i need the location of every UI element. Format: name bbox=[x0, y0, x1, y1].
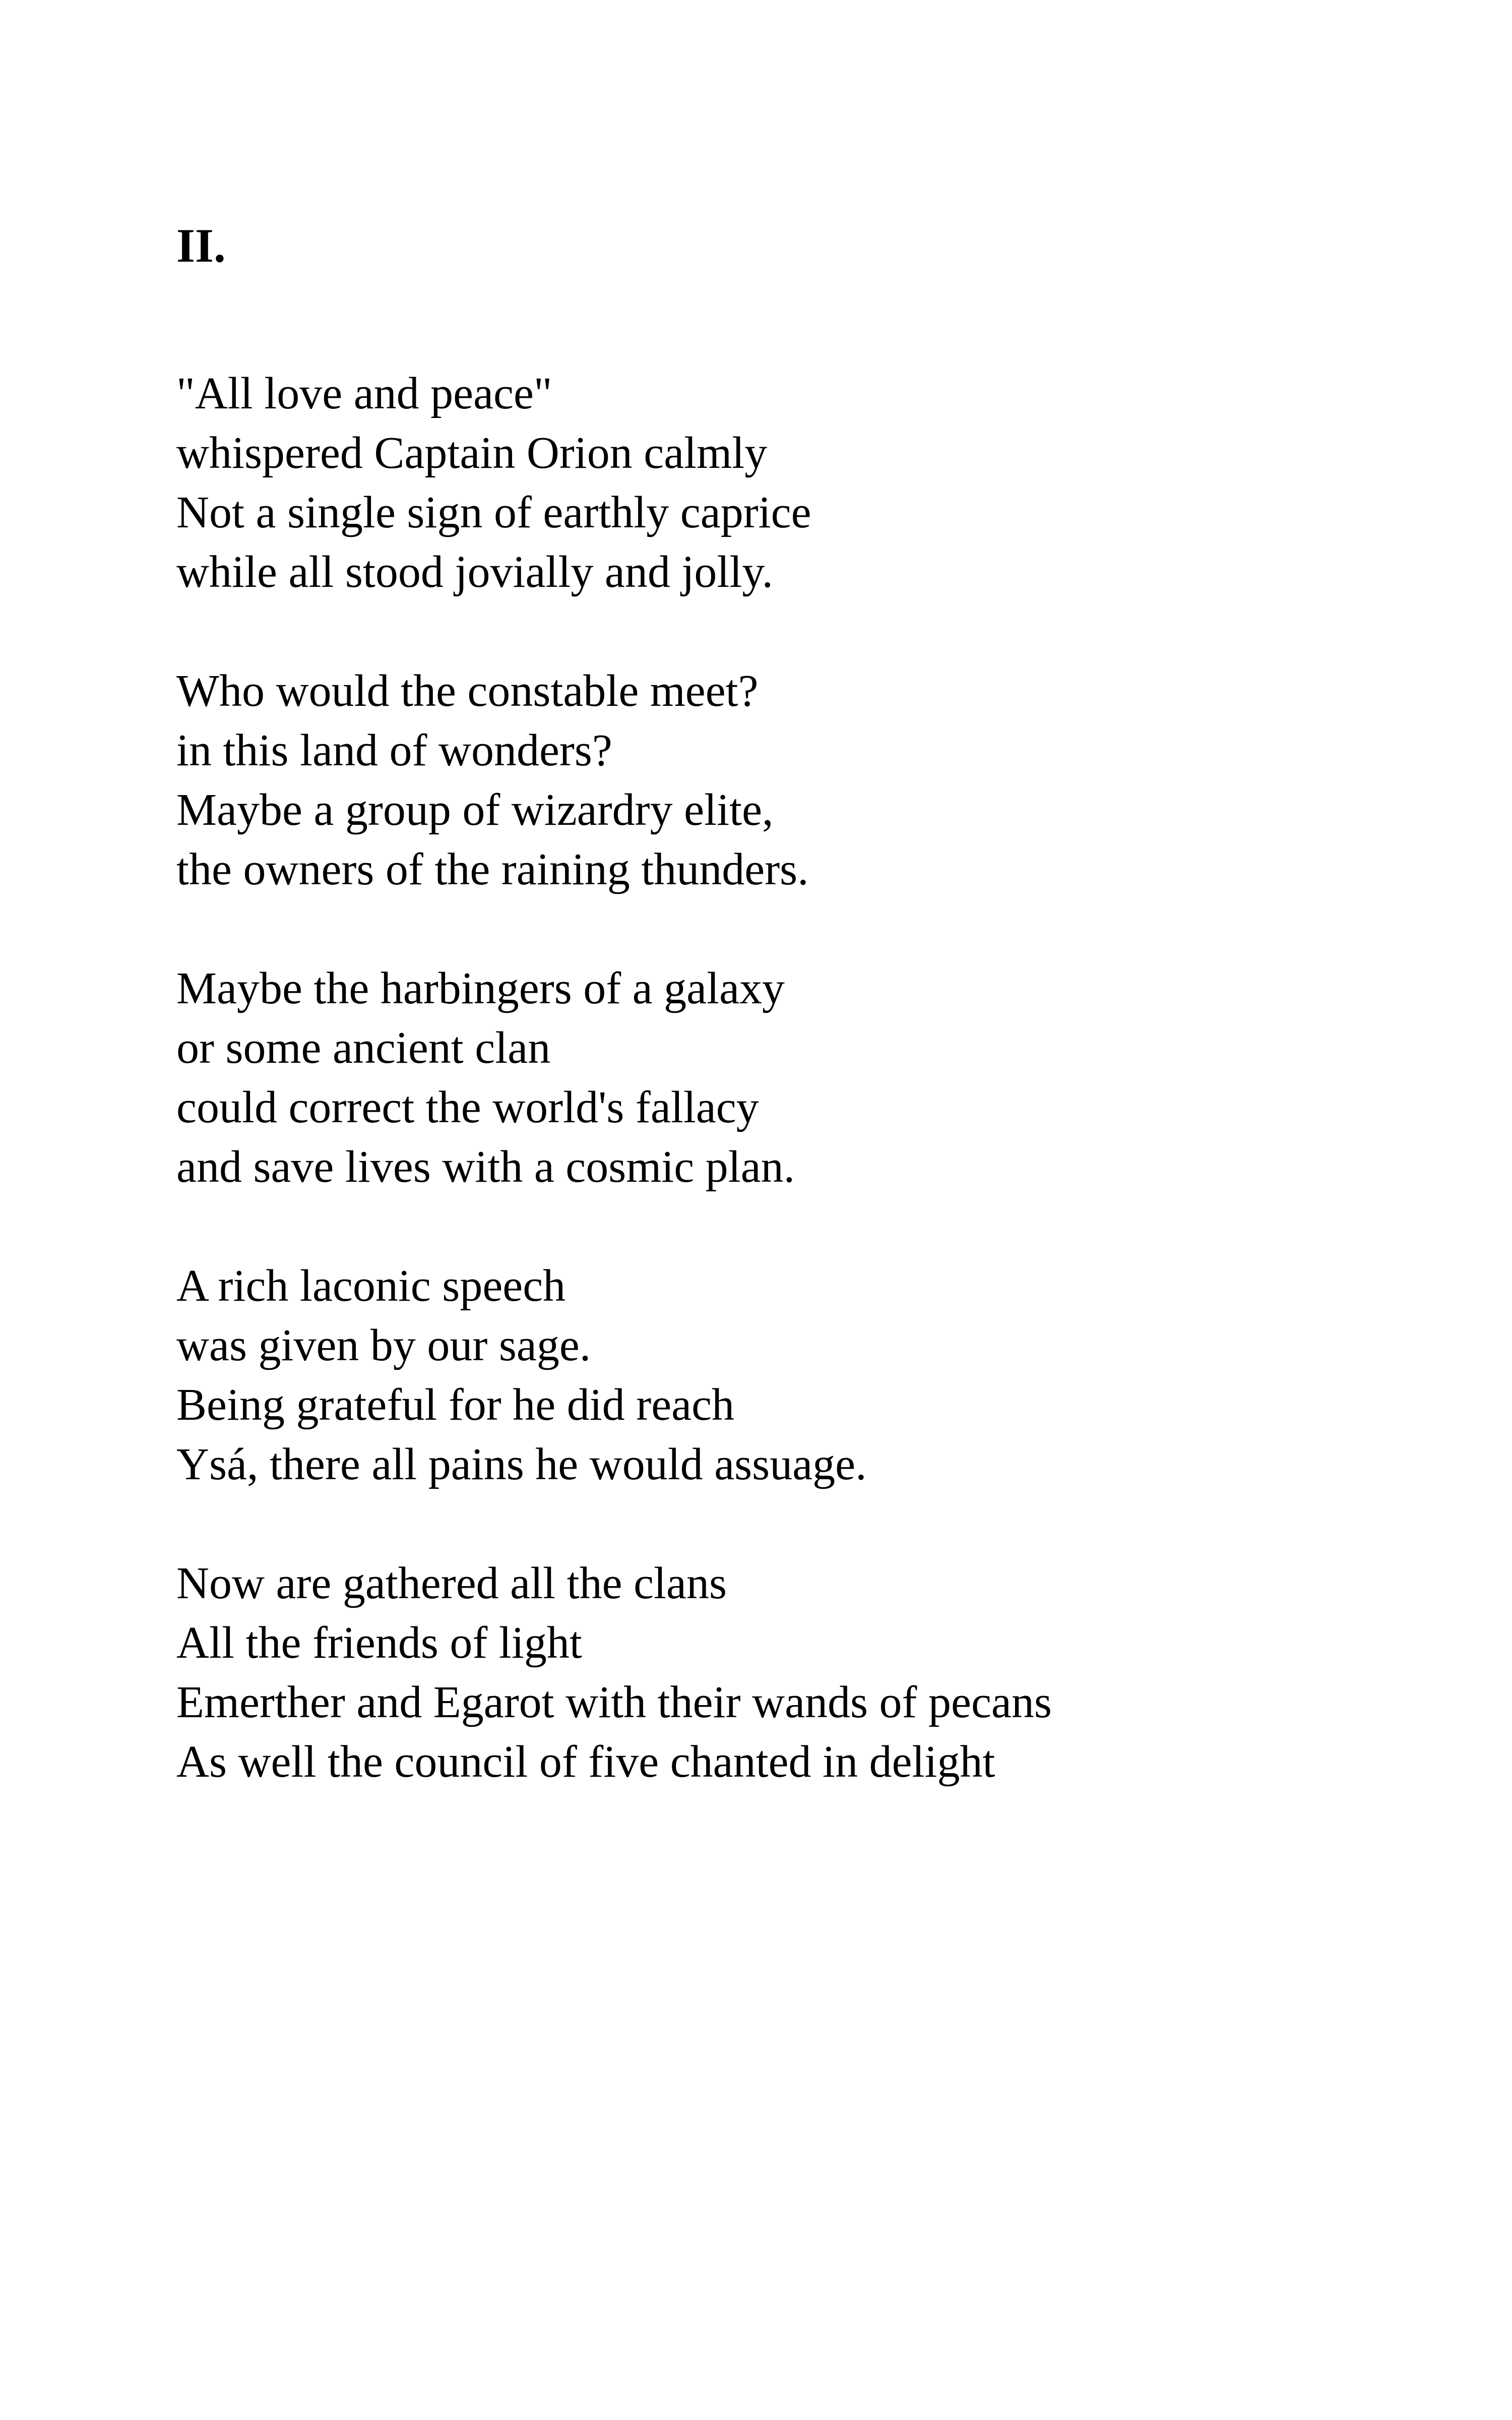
poem-line: Who would the constable meet? bbox=[176, 666, 759, 716]
poem-line: while all stood jovially and jolly. bbox=[176, 547, 774, 597]
poem-line: Being grateful for he did reach bbox=[176, 1380, 735, 1430]
poem-line: and save lives with a cosmic plan. bbox=[176, 1142, 795, 1192]
poem-line: A rich laconic speech bbox=[176, 1261, 566, 1311]
poem-line: the owners of the raining thunders. bbox=[176, 844, 809, 894]
poem-line: Maybe a group of wizardry elite, bbox=[176, 785, 774, 835]
poem-line: Maybe the harbingers of a galaxy bbox=[176, 963, 785, 1013]
poem-line: in this land of wonders? bbox=[176, 725, 612, 775]
stanza-3 bbox=[176, 959, 1386, 1197]
poem-line: could correct the world's fallacy bbox=[176, 1082, 759, 1132]
poem-line: Not a single sign of earthly caprice bbox=[176, 488, 811, 537]
poem-line: All the friends of light bbox=[176, 1618, 582, 1668]
stanza-1 bbox=[176, 364, 1386, 602]
section-heading: II. bbox=[176, 219, 226, 272]
stanza-2 bbox=[176, 661, 1386, 899]
stanza-5 bbox=[176, 1554, 1386, 1792]
poem bbox=[176, 364, 1386, 1851]
poem-line: Emerther and Egarot with their wands of pecans bbox=[176, 1677, 1052, 1727]
stanza-4 bbox=[176, 1256, 1386, 1494]
poem-line: or some ancient clan bbox=[176, 1023, 551, 1073]
poem-line: Now are gathered all the clans bbox=[176, 1558, 727, 1608]
poem-line: "All love and peace" bbox=[176, 369, 552, 418]
poem-line: whispered Captain Orion calmly bbox=[176, 428, 768, 478]
poem-line: As well the council of five chanted in delight bbox=[176, 1737, 995, 1787]
poem-line: was given by our sage. bbox=[176, 1320, 591, 1370]
poem-line: Ysá, there all pains he would assuage. bbox=[176, 1439, 867, 1489]
